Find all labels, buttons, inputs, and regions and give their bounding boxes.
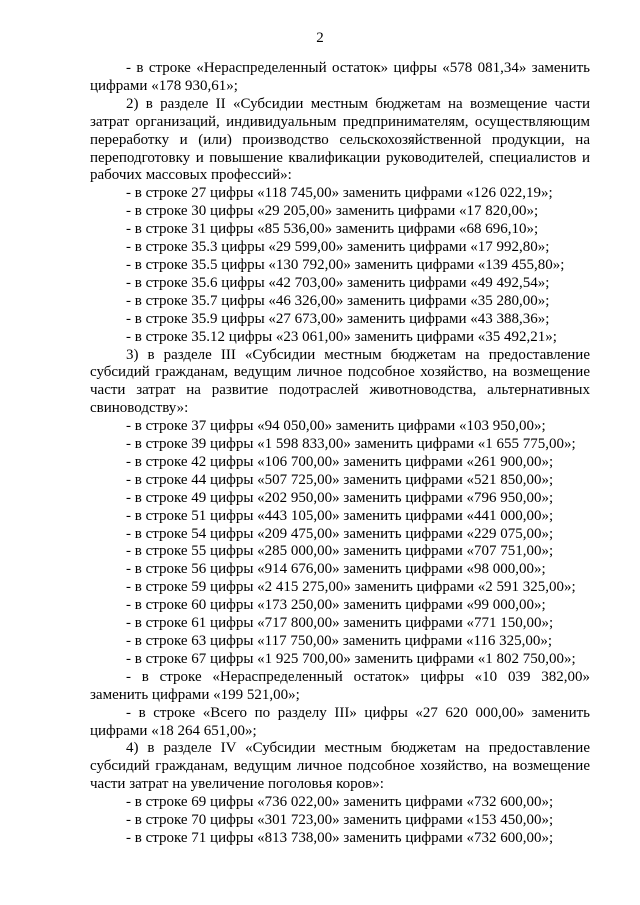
section-heading: 2) в разделе II «Субсидии местным бюджетам на возмещение части затрат организаций, индивидуальным предпринимателям, осуществляющим переработку и (или) производство сельскохозяйственной продукции, на переподготовку и повышение квалификации руководителей, специалистов и рабочих массовых профессий»: bbox=[90, 95, 590, 184]
list-item: - в строке 37 цифры «94 050,00» заменить цифрами «103 950,00»; bbox=[126, 418, 546, 435]
list-item: - в строке 39 цифры «1 598 833,00» заменить цифрами «1 655 775,00»; bbox=[126, 436, 576, 453]
list-item: - в строке 42 цифры «106 700,00» заменить цифрами «261 900,00»; bbox=[126, 453, 554, 470]
list-item: - в строке «Нераспределенный остаток» цифры «10 039 382,00» заменить цифрами «199 521,00»; bbox=[90, 668, 590, 703]
list-item: - в строке 60 цифры «173 250,00» заменить цифрами «99 000,00»; bbox=[126, 597, 546, 614]
list-item: - в строке 35.7 цифры «46 326,00» заменить цифрами «35 280,00»; bbox=[126, 292, 550, 309]
list-item: - в строке 71 цифры «813 738,00» заменить цифрами «732 600,00»; bbox=[126, 829, 554, 846]
list-item: - в строке 70 цифры «301 723,00» заменить цифрами «153 450,00»; bbox=[126, 812, 554, 829]
list-item: - в строке 51 цифры «443 105,00» заменить цифрами «441 000,00»; bbox=[126, 507, 554, 524]
paragraph: - в строке «Нераспределенный остаток» цифры «578 081,34» заменить цифрами «178 930,61»; bbox=[90, 60, 590, 94]
page-number: 2 bbox=[316, 30, 324, 46]
list-item: - в строке 35.3 цифры «29 599,00» заменить цифрами «17 992,80»; bbox=[126, 239, 550, 256]
list-item: - в строке 49 цифры «202 950,00» заменить цифрами «796 950,00»; bbox=[126, 489, 554, 506]
list-item: - в строке 27 цифры «118 745,00» заменить цифрами «126 022,19»; bbox=[126, 185, 553, 202]
section-heading: - в строке 69 цифры «736 022,00» заменить цифрами «732 600,00»; bbox=[126, 794, 554, 811]
list-item: - в строке 61 цифры «717 800,00» заменить цифрами «771 150,00»; bbox=[126, 615, 554, 632]
list-item: - в строке 30 цифры «29 205,00» заменить цифрами «17 820,00»; bbox=[126, 203, 539, 220]
section-heading: 3) в разделе III «Субсидии местным бюджетам на предоставление субсидий гражданам, ведущим личное подсобное хозяйство, на возмещение части затрат на развитие подотраслей животноводства, альтернативных свиноводству»: bbox=[90, 346, 590, 417]
list-item: - в строке «Всего по разделу III» цифры «27 620 000,00» заменить цифрами «18 264 651,00»; bbox=[90, 704, 590, 739]
document-body bbox=[90, 60, 590, 848]
list-item: - в строке 44 цифры «507 725,00» заменить цифрами «521 850,00»; bbox=[126, 471, 554, 488]
list-item: - в строке 35.6 цифры «42 703,00» заменить цифрами «49 492,54»; bbox=[126, 274, 550, 291]
list-item: - в строке 35.5 цифры «130 792,00» заменить цифрами «139 455,80»; bbox=[126, 256, 565, 273]
list-item: - в строке 31 цифры «85 536,00» заменить цифрами «68 696,10»; bbox=[126, 221, 539, 238]
list-item: - в строке 35.12 цифры «23 061,00» заменить цифрами «35 492,21»; bbox=[126, 328, 557, 345]
list-item: - в строке 55 цифры «285 000,00» заменить цифрами «707 751,00»; bbox=[126, 543, 554, 560]
list-item: - в строке 67 цифры «1 925 700,00» заменить цифрами «1 802 750,00»; bbox=[126, 650, 576, 667]
list-item: 4) в разделе IV «Субсидии местным бюджетам на предоставление субсидий гражданам, ведущим личное подсобное хозяйство, на возмещение части затрат на увеличение поголовья коров»: bbox=[90, 740, 590, 793]
list-item: - в строке 54 цифры «209 475,00» заменить цифрами «229 075,00»; bbox=[126, 525, 554, 542]
list-item: - в строке 56 цифры «914 676,00» заменить цифрами «98 000,00»; bbox=[126, 561, 546, 578]
list-item: - в строке 35.9 цифры «27 673,00» заменить цифрами «43 388,36»; bbox=[126, 310, 550, 327]
list-item: - в строке 59 цифры «2 415 275,00» заменить цифрами «2 591 325,00»; bbox=[126, 579, 576, 596]
list-item: - в строке 63 цифры «117 750,00» заменить цифрами «116 325,00»; bbox=[126, 633, 553, 649]
